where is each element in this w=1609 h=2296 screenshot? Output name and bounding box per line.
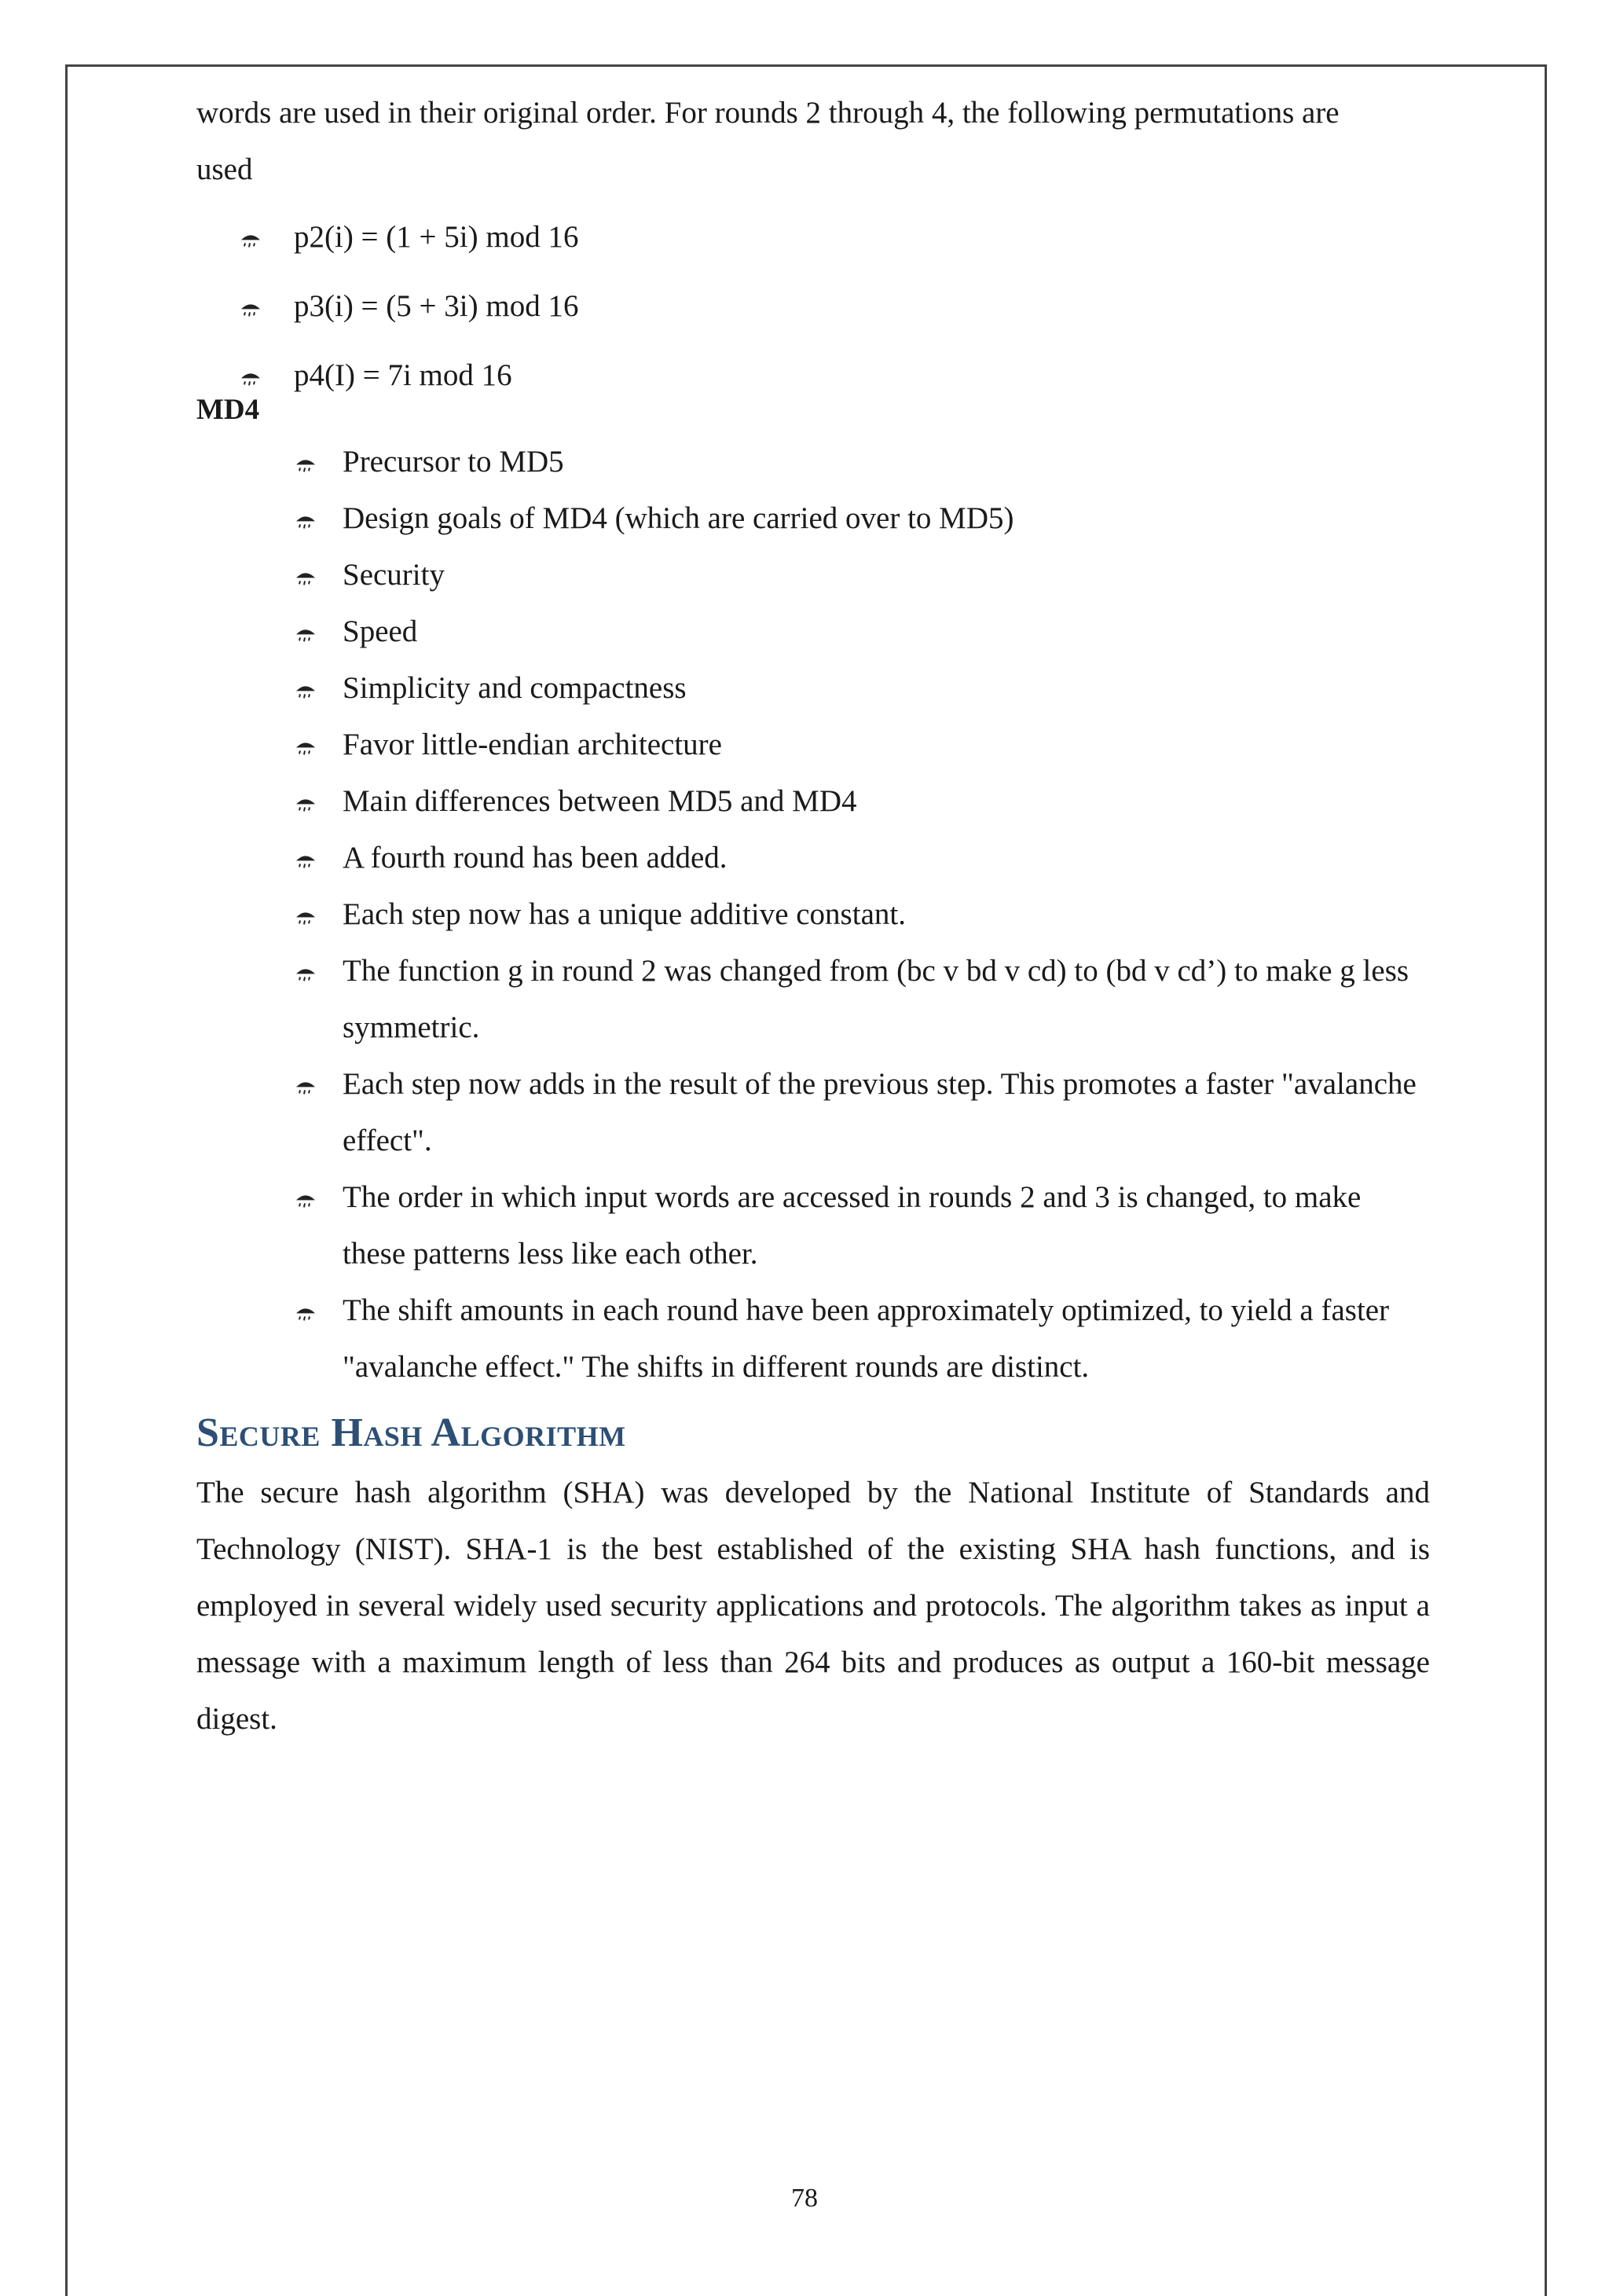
list-item [295, 434, 1430, 490]
list-item-text: p3(i) = (5 + 3i) mod 16 [294, 289, 579, 323]
page-content [196, 85, 1430, 1748]
list-item [295, 603, 1430, 660]
intro-line-2: used [196, 152, 253, 186]
umbrella-rain-icon [240, 203, 261, 272]
list-item [295, 717, 1430, 773]
list-item-text: A fourth round has been added. [343, 841, 728, 875]
umbrella-rain-icon [240, 341, 261, 410]
list-item-text: Speed [343, 614, 418, 648]
list-item-text: Simplicity and compactness [343, 671, 687, 705]
list-item-text: p4(I) = 7i mod 16 [294, 358, 512, 392]
umbrella-rain-icon [295, 603, 316, 660]
list-item [295, 660, 1430, 717]
list-item [295, 1056, 1430, 1169]
list-item [295, 886, 1430, 943]
umbrella-rain-icon [295, 490, 316, 547]
md4-list [295, 434, 1430, 1396]
list-item-text: The function g in round 2 was changed from (bc v bd v cd) to (bd v cd’) to make g less symmetric. [343, 954, 1409, 1044]
umbrella-rain-icon [295, 434, 316, 490]
list-item [295, 773, 1430, 830]
list-item [295, 1282, 1430, 1396]
umbrella-rain-icon [295, 547, 316, 603]
list-item-text: Main differences between MD5 and MD4 [343, 784, 857, 818]
list-item [240, 203, 1430, 272]
umbrella-rain-icon [295, 886, 316, 943]
list-item [295, 490, 1430, 547]
list-item [240, 272, 1430, 341]
umbrella-rain-icon [295, 1282, 316, 1339]
list-item [240, 341, 1430, 410]
list-item-text: Security [343, 558, 445, 592]
list-item [295, 1169, 1430, 1282]
list-item [295, 943, 1430, 1056]
sha-paragraph: The secure hash algorithm (SHA) was developed by the National Institute of Standards and Technology (NIST). SHA-1 is the best established of the existing SHA hash functions, and is employed in several widely used security applications and protocols. The algorithm takes as input a message with a maximum length of less than 264 bits and produces as output a 160-bit message digest. [196, 1476, 1430, 1736]
list-item-text: The order in which input words are accessed in rounds 2 and 3 is changed, to make these patterns less like each other. [343, 1180, 1362, 1271]
umbrella-rain-icon [240, 272, 261, 341]
umbrella-rain-icon [295, 1169, 316, 1226]
umbrella-rain-icon [295, 660, 316, 717]
section-title: Secure Hash Algorithm [196, 1410, 626, 1455]
umbrella-rain-icon [295, 943, 316, 999]
list-item-text: Each step now has a unique additive constant. [343, 897, 906, 931]
intro-line-1: words are used in their original order. For rounds 2 through 4, the following permutations are [196, 96, 1340, 130]
list-item-text: Design goals of MD4 (which are carried over to MD5) [343, 501, 1014, 535]
umbrella-rain-icon [295, 830, 316, 886]
md4-heading: MD4 [196, 394, 260, 426]
permutation-list [240, 203, 1430, 410]
umbrella-rain-icon [295, 1056, 316, 1113]
list-item-text: Precursor to MD5 [343, 445, 564, 479]
list-item-text: The shift amounts in each round have been approximately optimized, to yield a faster "avalanche effect." The shifts in different rounds are distinct. [343, 1293, 1390, 1384]
list-item-text: Favor little-endian architecture [343, 728, 722, 761]
umbrella-rain-icon [295, 773, 316, 830]
list-item-text: p2(i) = (1 + 5i) mod 16 [294, 220, 579, 254]
list-item [295, 547, 1430, 603]
list-item [295, 830, 1430, 886]
page-number: 78 [791, 2184, 818, 2213]
umbrella-rain-icon [295, 717, 316, 773]
list-item-text: Each step now adds in the result of the previous step. This promotes a faster "avalanche effect". [343, 1067, 1417, 1157]
